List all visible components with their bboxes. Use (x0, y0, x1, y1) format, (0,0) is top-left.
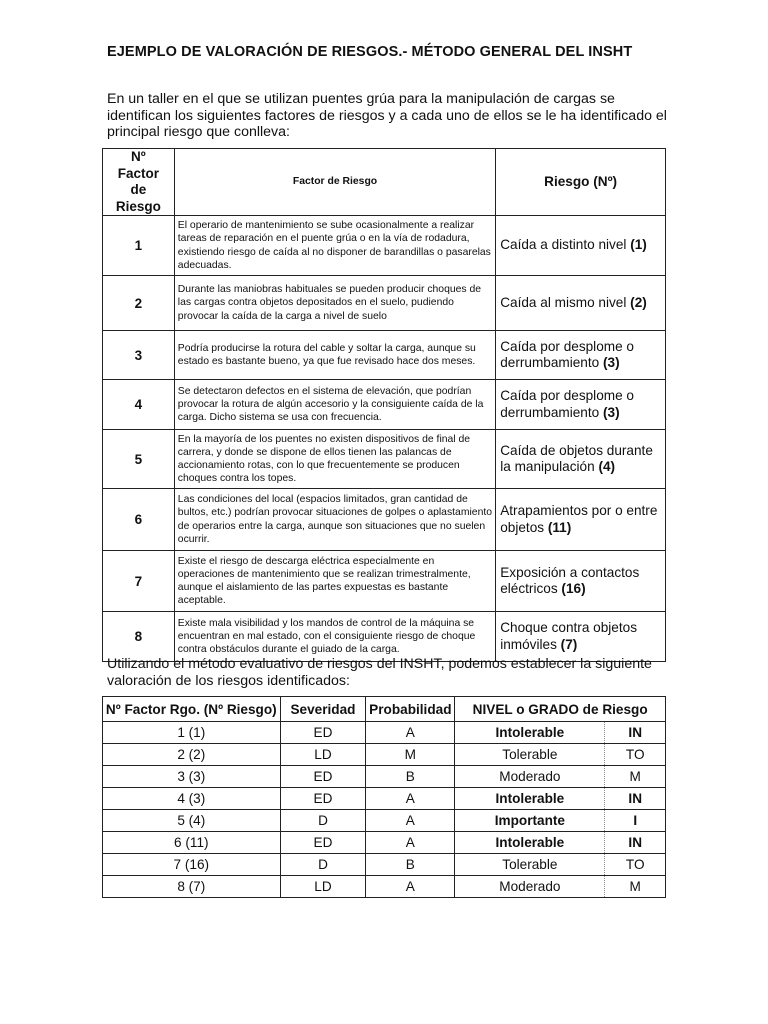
probability-cell: B (366, 854, 455, 876)
valuation-row (103, 766, 666, 788)
probability-cell: A (366, 810, 455, 832)
level-abbr-cell: IN (605, 722, 666, 744)
valuation-row (103, 854, 666, 876)
risk-cell (496, 612, 666, 662)
risk-number: (2) (630, 294, 647, 310)
level-abbr-cell: TO (605, 854, 666, 876)
factor-risk-cell: 3 (3) (103, 766, 281, 788)
header-factor-number: Nº Factor de Riesgo (103, 149, 175, 216)
factor-number: 7 (103, 551, 175, 612)
probability-cell: B (366, 766, 455, 788)
valuation-row (103, 832, 666, 854)
level-abbr-cell: IN (605, 832, 666, 854)
factor-row (103, 612, 666, 662)
probability-cell: A (366, 722, 455, 744)
severity-cell: D (280, 854, 366, 876)
risk-number: (7) (560, 636, 578, 652)
factor-number: 2 (103, 276, 175, 331)
level-cell: Importante (455, 810, 605, 832)
severity-cell: ED (280, 832, 366, 854)
risk-number: (3) (602, 355, 620, 370)
risk-number: (1) (630, 237, 647, 253)
factor-risk-cell: 4 (3) (103, 788, 281, 810)
risk-name: Atrapamientos por o entre objetos (500, 503, 658, 535)
factor-risk-cell: 5 (4) (103, 810, 281, 832)
header-probability: Probabilidad (366, 697, 455, 722)
probability-cell: A (366, 832, 455, 854)
level-abbr-cell: TO (605, 744, 666, 766)
factor-number: 1 (103, 216, 175, 276)
factor-row (103, 331, 666, 380)
valuation-row (103, 744, 666, 766)
valuation-row (103, 876, 666, 898)
factor-risk-cell: 6 (11) (103, 832, 281, 854)
factor-row (103, 216, 666, 276)
risk-factors-table (102, 148, 666, 662)
factor-number: 3 (103, 331, 175, 380)
factor-number: 5 (103, 430, 175, 489)
intro-paragraph: En un taller en el que se utilizan puentes grúa para la manipulación de cargas se identifican los siguientes factores de riesgos y a cada uno de ellos se le ha identificado el principal riesgo que conlleva: (107, 91, 667, 140)
level-abbr-cell: M (605, 766, 666, 788)
header-factor: Factor de Riesgo (174, 149, 495, 216)
level-cell: Tolerable (455, 744, 605, 766)
probability-cell: M (366, 744, 455, 766)
factor-number: 6 (103, 489, 175, 551)
level-cell: Tolerable (455, 854, 605, 876)
factor-risk-cell: 7 (16) (103, 854, 281, 876)
factor-description: Se detectaron defectos en el sistema de elevación, que podrían provocar la rotura de algún accesorio y la consiguiente caída de la carga. Dicho sistema se usa con frecuencia. (174, 380, 495, 430)
factor-description: Podría producirse la rotura del cable y soltar la carga, aunque su estado es bastante bueno, ya que fue revisado hace dos meses. (174, 331, 495, 380)
factor-description: Las condiciones del local (espacios limitados, gran cantidad de bultos, etc.) podrían provocar situaciones de golpes o aplastamiento de operarios entre la carga, aunque son situaciones que no suelen ocurrir. (174, 489, 495, 551)
valuation-row (103, 810, 666, 832)
valuation-row (103, 722, 666, 744)
risk-cell (496, 276, 666, 331)
valuation-row (103, 788, 666, 810)
risk-number: (3) (602, 404, 620, 420)
probability-cell: A (366, 876, 455, 898)
page-title: EJEMPLO DE VALORACIÓN DE RIESGOS.- MÉTODO GENERAL DEL INSHT (107, 44, 633, 60)
risk-name: Caída a distinto nivel (500, 237, 627, 253)
probability-cell: A (366, 788, 455, 810)
factor-row (103, 489, 666, 551)
factor-description: El operario de mantenimiento se sube ocasionalmente a realizar tareas de reparación en el puente grúa o en la vía de rodadura, existiendo riesgo de caída al no disponer de barandillas o pasarelas adecuadas. (174, 216, 495, 276)
valuation-intro-paragraph: Utilizando el método evaluativo de riesgos del INSHT, podemos establecer la siguiente valoración de los riesgos identificados: (107, 656, 652, 689)
factor-description: En la mayoría de los puentes no existen dispositivos de final de carrera, y donde se dispone de ellos tienen las palancas de accionamiento rotas, con lo que frecuentemente se producen choques contra los topes. (174, 430, 495, 489)
risk-valuation-body (103, 722, 666, 898)
level-cell: Intolerable (455, 832, 605, 854)
factor-number: 4 (103, 380, 175, 430)
risk-cell (496, 216, 666, 276)
factor-description: Existe el riesgo de descarga eléctrica especialmente en operaciones de mantenimiento que se realizan trimestralmente, aunque el aislamiento de las partes expuestas es bastante aceptable. (174, 551, 495, 612)
risk-cell (496, 430, 666, 489)
severity-cell: LD (280, 744, 366, 766)
factor-description: Durante las maniobras habituales se pueden producir choques de las cargas contra objetos depositados en el suelo, pudiendo provocar la caída de la carga a nivel de suelo (174, 276, 495, 331)
risk-number: (4) (598, 459, 616, 474)
risk-cell (496, 489, 666, 551)
risk-number: (16) (561, 581, 586, 596)
factor-number: 8 (103, 612, 175, 662)
level-abbr-cell: I (605, 810, 666, 832)
factor-row (103, 430, 666, 489)
header-risk: Riesgo (Nº) (496, 149, 666, 216)
severity-cell: ED (280, 766, 366, 788)
factor-row (103, 276, 666, 331)
severity-cell: D (280, 810, 366, 832)
risk-factors-body (103, 216, 666, 662)
level-cell: Moderado (455, 766, 605, 788)
level-cell: Intolerable (455, 722, 605, 744)
risk-name: Caída por desplome o derrumbamiento (500, 338, 634, 370)
header-factor-risk: Nº Factor Rgo. (Nº Riesgo) (103, 697, 281, 722)
risk-name: Caída al mismo nivel (500, 294, 627, 310)
risk-cell (496, 331, 666, 380)
risk-name: Caída de objetos durante la manipulación (500, 442, 653, 474)
level-abbr-cell: M (605, 876, 666, 898)
factor-risk-cell: 8 (7) (103, 876, 281, 898)
factor-row (103, 380, 666, 430)
header-level: NIVEL o GRADO de Riesgo (455, 697, 666, 722)
factor-risk-cell: 2 (2) (103, 744, 281, 766)
severity-cell: LD (280, 876, 366, 898)
severity-cell: ED (280, 722, 366, 744)
risk-cell (496, 551, 666, 612)
factor-row (103, 551, 666, 612)
risk-name: Choque contra objetos inmóviles (500, 620, 638, 652)
risk-name: Exposición a contactos eléctricos (500, 564, 640, 596)
risk-name: Caída por desplome o derrumbamiento (500, 388, 634, 420)
level-cell: Moderado (455, 876, 605, 898)
risk-cell (496, 380, 666, 430)
factor-risk-cell: 1 (1) (103, 722, 281, 744)
level-cell: Intolerable (455, 788, 605, 810)
header-severity: Severidad (280, 697, 366, 722)
severity-cell: ED (280, 788, 366, 810)
risk-valuation-table (102, 696, 666, 898)
risk-number: (11) (547, 519, 572, 535)
factor-description: Existe mala visibilidad y los mandos de control de la máquina se encuentran en mal estado, con el consiguiente riesgo de choque contra obstáculos durante el guiado de la carga. (174, 612, 495, 662)
level-abbr-cell: IN (605, 788, 666, 810)
